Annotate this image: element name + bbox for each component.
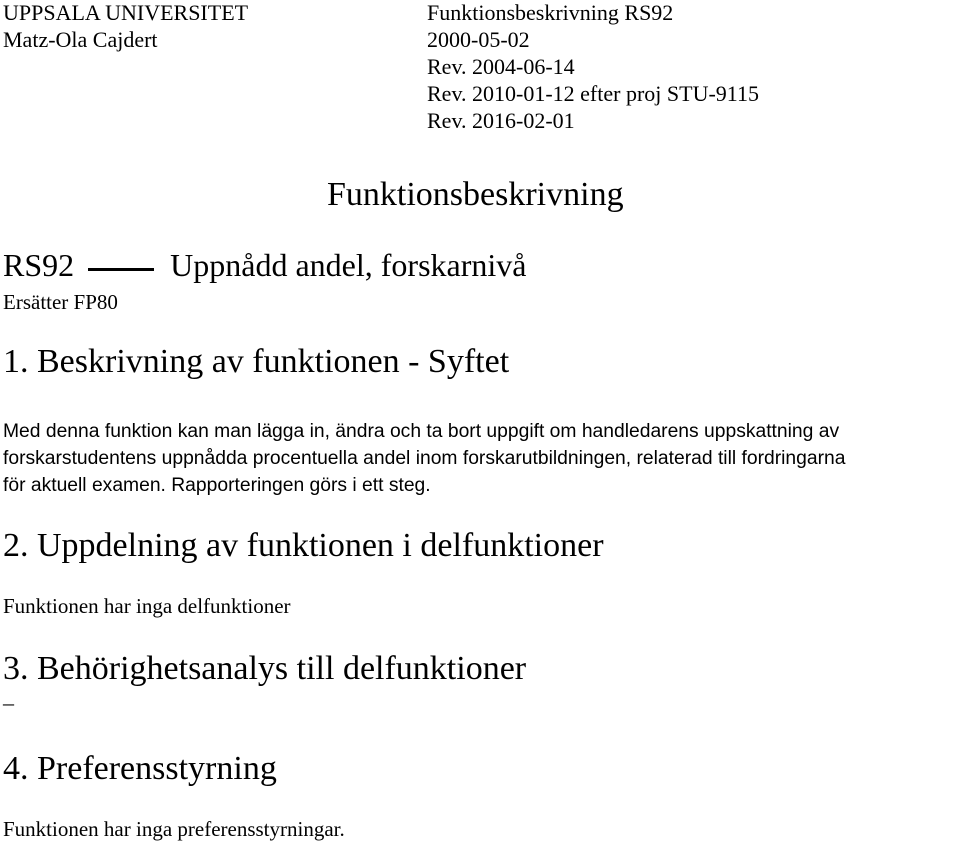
author-name: Matz-Ola Cajdert [3, 27, 158, 52]
header-revision-2: Rev. 2010-01-12 efter proj STU-9115 [427, 81, 759, 106]
title-dash [88, 268, 154, 271]
header-date: 2000-05-02 [427, 27, 530, 52]
section-3-text: – [3, 690, 14, 715]
section-4-heading: 4. Preferensstyrning [3, 750, 277, 787]
section-3-heading: 3. Behörighetsanalys till delfunktioner [3, 650, 527, 687]
university-name: UPPSALA UNIVERSITET [3, 0, 249, 25]
section-2-heading: 2. Uppdelning av funktionen i delfunktioner [3, 527, 604, 564]
header-revision-3: Rev. 2016-02-01 [427, 108, 575, 133]
section-1-heading: 1. Beskrivning av funktionen - Syftet [3, 343, 510, 380]
section-1-line-2: forskarstudentens uppnådda procentuella andel inom forskarutbildningen, relaterad till fordringarna [3, 448, 846, 469]
function-name: Uppnådd andel, forskarnivå [170, 247, 527, 283]
replaces-note: Ersätter FP80 [3, 290, 118, 314]
document-title: Funktionsbeskrivning [327, 176, 624, 213]
function-code: RS92 [3, 247, 75, 283]
section-1-line-1: Med denna funktion kan man lägga in, ändra och ta bort uppgift om handledarens uppskattning av [3, 421, 840, 442]
header-doc-id: Funktionsbeskrivning RS92 [427, 0, 674, 25]
header-revision-1: Rev. 2004-06-14 [427, 54, 575, 79]
section-1-line-3: för aktuell examen. Rapporteringen görs i ett steg. [3, 475, 431, 496]
section-4-text: Funktionen har inga preferensstyrningar. [3, 817, 345, 841]
section-2-text: Funktionen har inga delfunktioner [3, 594, 291, 618]
function-title [3, 247, 526, 284]
